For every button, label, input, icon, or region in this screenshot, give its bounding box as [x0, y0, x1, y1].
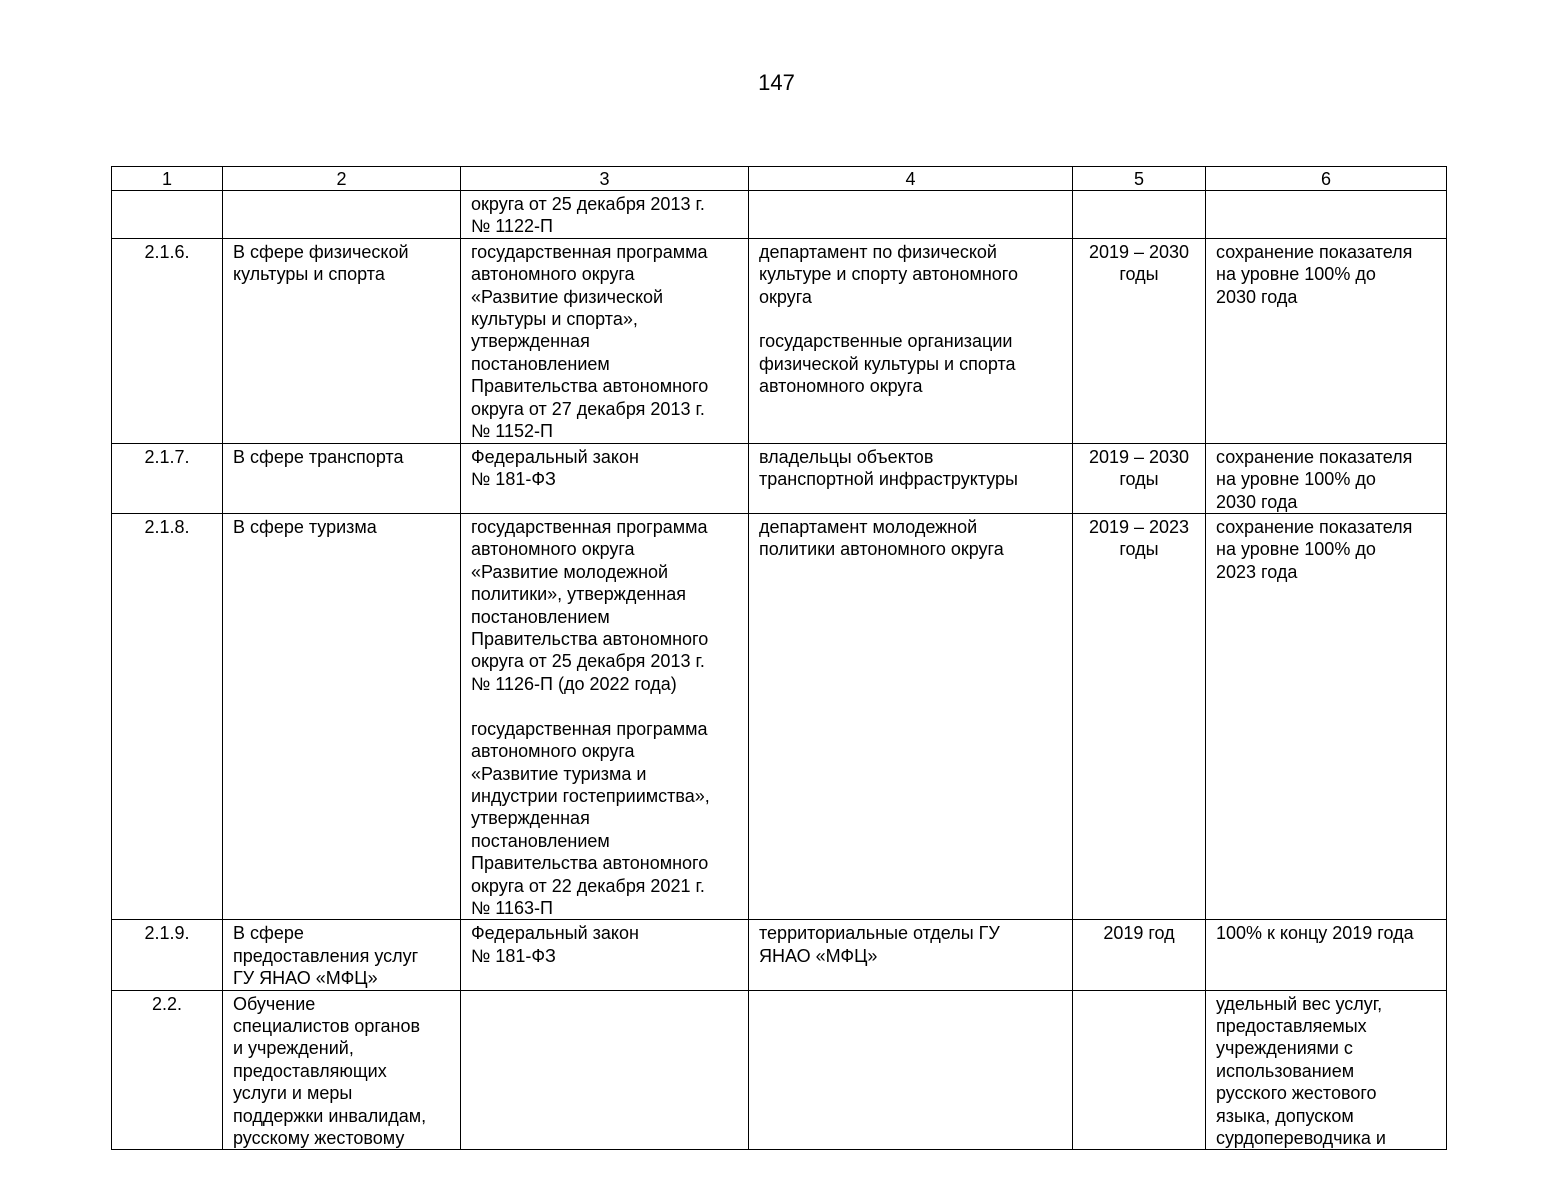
- column-header: 3: [461, 167, 749, 191]
- table-row: [112, 238, 1447, 443]
- basis-cell: округа от 25 декабря 2013 г. № 1122-П: [461, 191, 749, 239]
- period-cell: [1073, 191, 1206, 239]
- table-row: [112, 920, 1447, 990]
- responsible-cell: департамент молодежной политики автономного округа: [749, 514, 1073, 920]
- column-header: 1: [112, 167, 223, 191]
- row-number-cell: 2.1.7.: [112, 443, 223, 513]
- area-cell: В сфере физической культуры и спорта: [223, 238, 461, 443]
- basis-cell: государственная программа автономного округа «Развитие молодежной политики», утвержденная постановлением Правительства автономного округа от 25 декабря 2013 г. № 1126-П (до 2022 года) государственная программа автономного округа «Развитие туризма и индустрии гостеприимства», утвержденная постановлением Правительства автономного округа от 22 декабря 2021 г. № 1163-П: [461, 514, 749, 920]
- period-cell: 2019 год: [1073, 920, 1206, 990]
- measures-table: [111, 166, 1447, 1150]
- result-cell: сохранение показателя на уровне 100% до 2023 года: [1206, 514, 1447, 920]
- area-cell: Обучение специалистов органов и учреждений, предоставляющих услуги и меры поддержки инвалидам, русскому жестовому: [223, 990, 461, 1150]
- row-number-cell: 2.1.9.: [112, 920, 223, 990]
- column-header: 5: [1073, 167, 1206, 191]
- row-number-cell: 2.1.6.: [112, 238, 223, 443]
- column-header: 2: [223, 167, 461, 191]
- column-header: 4: [749, 167, 1073, 191]
- responsible-cell: владельцы объектов транспортной инфраструктуры: [749, 443, 1073, 513]
- page-number: 147: [758, 70, 795, 95]
- result-cell: удельный вес услуг, предоставляемых учреждениями с использованием русского жестового языка, допуском сурдопереводчика и: [1206, 990, 1447, 1150]
- period-cell: 2019 – 2030 годы: [1073, 238, 1206, 443]
- result-cell: 100% к концу 2019 года: [1206, 920, 1447, 990]
- responsible-cell: [749, 191, 1073, 239]
- table-row: [112, 191, 1447, 239]
- row-number-cell: 2.1.8.: [112, 514, 223, 920]
- table-row: [112, 990, 1447, 1150]
- basis-cell: [461, 990, 749, 1150]
- basis-cell: государственная программа автономного округа «Развитие физической культуры и спорта», утвержденная постановлением Правительства автономного округа от 27 декабря 2013 г. № 1152-П: [461, 238, 749, 443]
- period-cell: [1073, 990, 1206, 1150]
- area-cell: В сфере предоставления услуг ГУ ЯНАО «МФЦ»: [223, 920, 461, 990]
- responsible-cell: [749, 990, 1073, 1150]
- result-cell: сохранение показателя на уровне 100% до 2030 года: [1206, 443, 1447, 513]
- column-number-header-row: [112, 167, 1447, 191]
- table-row: [112, 514, 1447, 920]
- result-cell: сохранение показателя на уровне 100% до 2030 года: [1206, 238, 1447, 443]
- responsible-cell: департамент по физической культуре и спорту автономного округа государственные организации физической культуры и спорта автономного округа: [749, 238, 1073, 443]
- area-cell: [223, 191, 461, 239]
- table-row: [112, 443, 1447, 513]
- area-cell: В сфере туризма: [223, 514, 461, 920]
- period-cell: 2019 – 2030 годы: [1073, 443, 1206, 513]
- column-header: 6: [1206, 167, 1447, 191]
- basis-cell: Федеральный закон № 181-ФЗ: [461, 443, 749, 513]
- area-cell: В сфере транспорта: [223, 443, 461, 513]
- row-number-cell: 2.2.: [112, 990, 223, 1150]
- period-cell: 2019 – 2023 годы: [1073, 514, 1206, 920]
- result-cell: [1206, 191, 1447, 239]
- responsible-cell: территориальные отделы ГУ ЯНАО «МФЦ»: [749, 920, 1073, 990]
- basis-cell: Федеральный закон № 181-ФЗ: [461, 920, 749, 990]
- row-number-cell: [112, 191, 223, 239]
